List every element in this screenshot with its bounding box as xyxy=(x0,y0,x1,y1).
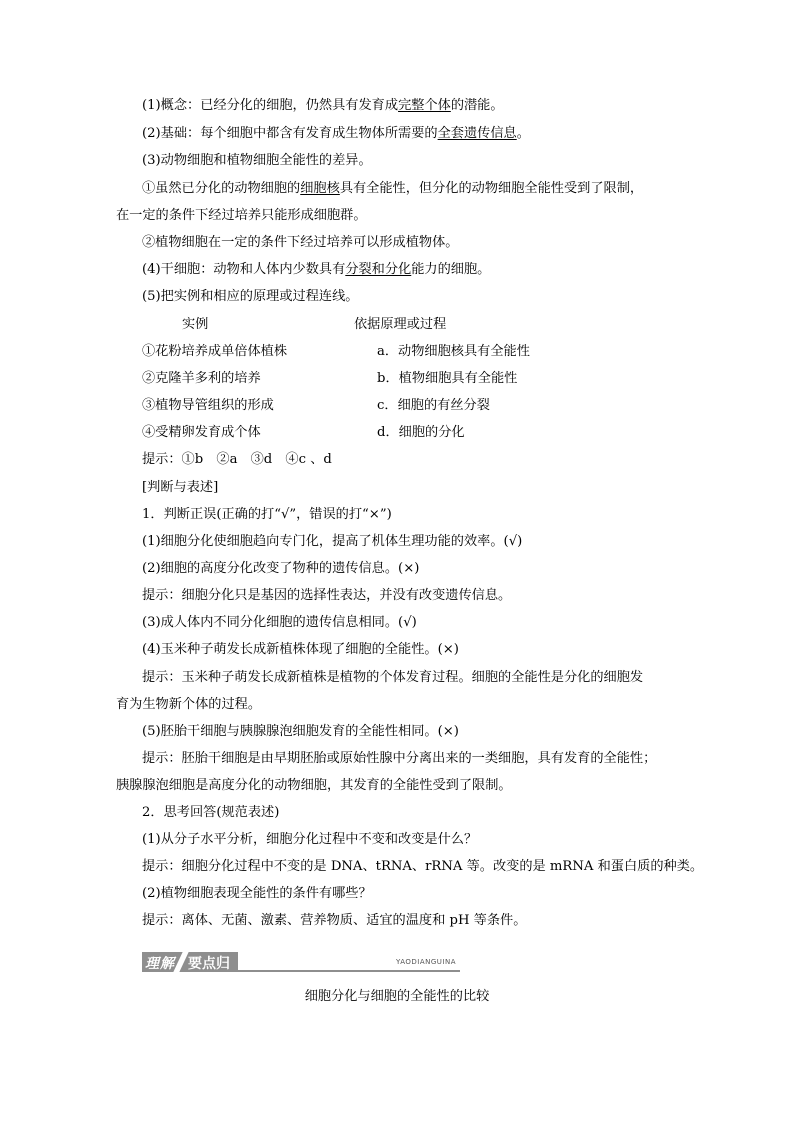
banner-tag xyxy=(142,952,238,992)
match-header-left: 实例 xyxy=(182,317,209,332)
judge-item-5: (5)胚胎干细胞与胰腺腺泡细胞发育的全能性相同。(×) xyxy=(142,724,459,739)
judge-hint-2: 提示：细胞分化只是基因的选择性表达，并没有改变遗传信息。 xyxy=(142,588,512,603)
judge-hint-5: 提示：胚胎干细胞是由早期胚胎或原始性腺中分离出来的一类细胞，具有发育的全能性； xyxy=(142,751,657,766)
basis-text-end: 。 xyxy=(516,126,530,141)
match-right-item: a．动物细胞核具有全能性 xyxy=(377,344,530,359)
section-banner xyxy=(142,952,460,992)
judge-item-1: (1)细胞分化使细胞趋向专门化，提高了机体生理功能的效率。(√) xyxy=(142,534,523,549)
concept-line xyxy=(142,97,504,115)
judge-item-2: (2)细胞的高度分化改变了物种的遗传信息。(×) xyxy=(142,561,420,576)
judge-item-4: (4)玉米种子萌发长成新植株体现了细胞的全能性。(×) xyxy=(142,642,459,657)
think-hint-1: 提示：细胞分化过程中不变的是 DNA、tRNA、rRNA 等。改变的是 mRNA 和蛋白质的种类。 xyxy=(142,859,704,874)
stem-cell-line xyxy=(142,261,490,279)
judge-heading: [判断与表述] xyxy=(142,480,219,495)
banner-pinyin: YAODIANGUINA xyxy=(395,958,456,966)
section-title: 细胞分化与细胞的全能性的比较 xyxy=(304,989,490,1004)
judge-hint-4: 提示：玉米种子萌发长成新植株是植物的个体发育过程。细胞的全能性是分化的细胞发 xyxy=(142,670,644,685)
banner-keyword-understand: 理解 xyxy=(145,956,175,972)
animal-cell-text-end: 具有全能性，但分化的动物细胞全能性受到了限制， xyxy=(339,181,644,196)
judge-hint-5-cont: 胰腺腺泡细胞是高度分化的动物细胞，其发育的全能性受到了限制。 xyxy=(116,778,512,793)
judge-hint-4-cont: 育为生物新个体的过程。 xyxy=(116,697,262,712)
match-left-item: ③植物导管组织的形成 xyxy=(142,398,274,413)
banner-rule xyxy=(238,970,460,972)
match-header-right: 依据原理或过程 xyxy=(354,317,447,332)
think-question-1: (1)从分子水平分析，细胞分化过程中不变和改变是什么？ xyxy=(142,832,478,847)
difference-heading: (3)动物细胞和植物细胞全能性的差异。 xyxy=(142,153,372,168)
think-hint-2: 提示：离体、无菌、激素、营养物质、适宜的温度和 pH 等条件。 xyxy=(142,913,527,928)
banner-keyword-summary: 要点归纳 xyxy=(188,956,230,992)
concept-text-end: 的潜能。 xyxy=(450,98,504,113)
concept-text: (1)概念：已经分化的细胞，仍然具有发育成 xyxy=(142,98,399,113)
question-2-heading: 2．思考回答(规范表述) xyxy=(142,805,280,820)
match-right-item: b．植物细胞具有全能性 xyxy=(377,371,518,386)
animal-cell-text: ①虽然已分化的动物细胞的 xyxy=(142,181,301,196)
basis-underline: 全套遗传信息 xyxy=(437,126,517,141)
stem-cell-text: (4)干细胞：动物和人体内少数具有 xyxy=(142,262,346,277)
stem-cell-text-end: 能力的细胞。 xyxy=(411,262,491,277)
basis-text: (2)基础：每个细胞中都含有发育成生物体所需要的 xyxy=(142,126,438,141)
match-left-item: ②克隆羊多利的培养 xyxy=(142,371,261,386)
match-hint: 提示：①b ②a ③d ④c 、d xyxy=(142,452,332,467)
match-instruction: (5)把实例和相应的原理或过程连线。 xyxy=(142,289,359,304)
animal-cell-underline: 细胞核 xyxy=(300,181,340,196)
think-question-2: (2)植物细胞表现全能性的条件有哪些？ xyxy=(142,886,372,901)
stem-cell-underline: 分裂和分化 xyxy=(345,262,412,277)
match-left-item: ①花粉培养成单倍体植株 xyxy=(142,344,288,359)
basis-line xyxy=(142,125,530,143)
match-right-item: d．细胞的分化 xyxy=(377,425,465,440)
question-1-heading: 1．判断正误(正确的打“√”，错误的打“×”) xyxy=(142,507,392,522)
animal-cell-line-cont: 在一定的条件下经过培养只能形成细胞群。 xyxy=(116,208,367,223)
animal-cell-line xyxy=(142,180,643,198)
plant-cell-line: ②植物细胞在一定的条件下经过培养可以形成植物体。 xyxy=(142,235,459,250)
match-right-item: c．细胞的有丝分裂 xyxy=(377,398,490,413)
judge-item-3: (3)成人体内不同分化细胞的遗传信息相同。(√) xyxy=(142,615,417,630)
match-left-item: ④受精卵发育成个体 xyxy=(142,425,261,440)
concept-underline: 完整个体 xyxy=(398,98,451,113)
